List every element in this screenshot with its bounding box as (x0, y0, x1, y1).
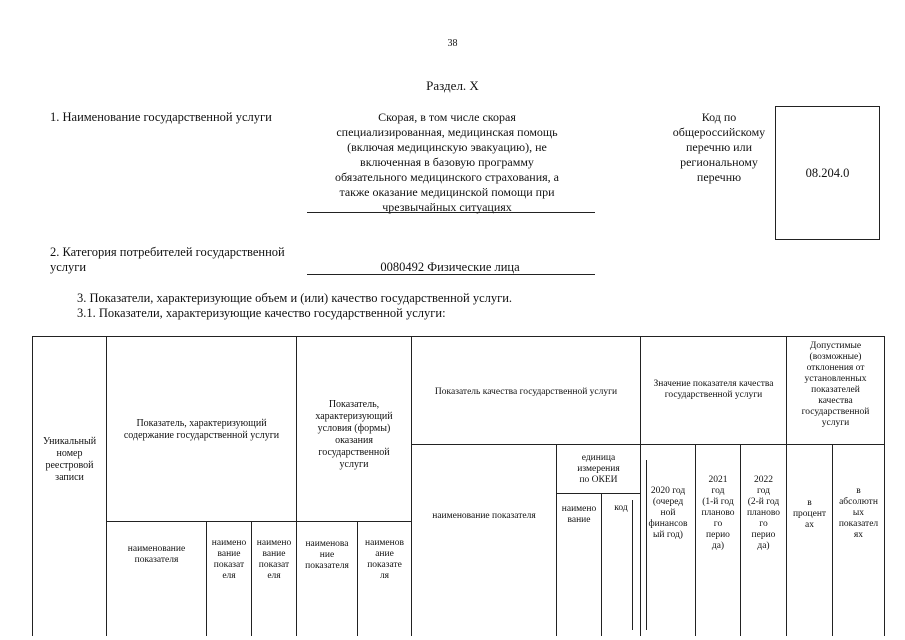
unit-code: код (614, 502, 628, 513)
content-indicator-name-3: наимено вание показат еля (256, 538, 292, 581)
item31-text: 3.1. Показатели, характеризующие качество государственной услуги: (77, 306, 446, 320)
item3-text: 3. Показатели, характеризующие объем и (или) качество государственной услуги. (77, 291, 513, 305)
page-number: 38 (447, 38, 458, 49)
hline (411, 444, 884, 445)
conditions-indicator-header: Показатель, характеризующий условия (формы) оказания государственной услуги (315, 399, 393, 470)
consumer-category-underline (307, 274, 595, 275)
table-border-right (884, 336, 885, 636)
vline (296, 336, 297, 636)
table-border-top (32, 336, 884, 337)
value-header: Значение показателя качества государственной услуги (653, 379, 774, 400)
year-2020-header: 2020 год (очеред ной финансов ый год) (648, 485, 688, 540)
unique-number-header: Уникальный номер реестровой записи (42, 436, 97, 483)
section-title: Раздел. X (426, 78, 479, 93)
vline (106, 336, 107, 636)
code-value: 08.204.0 (805, 165, 850, 180)
content-indicator-header: Показатель, характеризующий содержание государственной услуги (123, 418, 280, 441)
hline (556, 493, 640, 494)
content-indicator-name-2: наимено вание показат еля (211, 538, 247, 581)
consumer-category-label: 2. Категория потребителей государственной услуги (50, 245, 285, 274)
vline (632, 500, 633, 630)
hline (106, 521, 411, 522)
consumer-category-value: 0080492 Физические лица (380, 260, 520, 274)
unit-header: единица измерения по ОКЕИ (577, 452, 620, 485)
year-2022-header: 2022 год (2-й год планово го перио да) (746, 474, 781, 551)
deviation-percent-header: в процент ах (792, 497, 827, 530)
unit-name: наимено вание (561, 504, 597, 525)
condition-indicator-name-2: наименов ание показате ля (365, 538, 404, 581)
service-name-label: 1. Наименование государственной услуги (50, 110, 272, 124)
service-name-underline (307, 212, 595, 213)
code-box (775, 106, 880, 240)
quality-indicator-name: наименование показателя (432, 510, 536, 521)
quality-indicator-header: Показатель качества государственной услуги (434, 386, 618, 397)
content-indicator-name-1: наименование показателя (127, 544, 186, 565)
deviation-absolute-header: в абсолютн ых показател ях (838, 485, 879, 540)
code-label: Код по общероссийскому перечню или региональному перечню (672, 110, 766, 184)
service-name-value: Скорая, в том числе скорая специализированная, медицинская помощь (включая медицинскую эвакуацию), не включенная в базовую программу обязательного медицинского страхования, а также оказание медицинской помощи при чрезвычайных ситуациях (335, 110, 559, 214)
condition-indicator-name-1: наименова ние показателя (305, 538, 349, 571)
deviation-header: Допустимые (возможные) отклонения от установленных показателей качества государственной услуги (801, 341, 870, 428)
year-2021-header: 2021 год (1-й год планово го перио да) (701, 474, 735, 551)
